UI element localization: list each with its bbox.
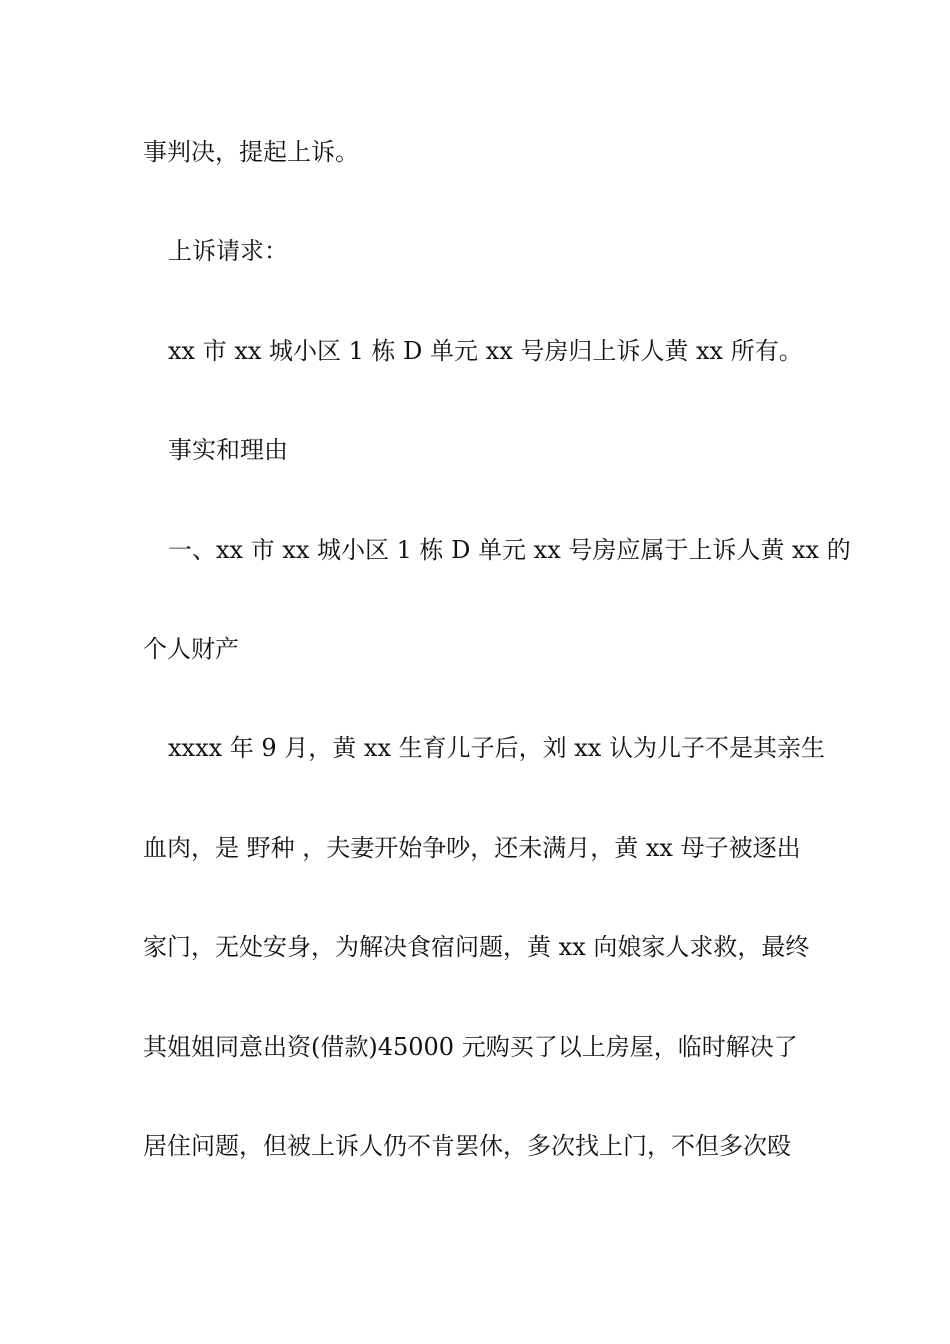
text-line: 事判决，提起上诉。 xyxy=(143,138,359,166)
section-heading: 上诉请求： xyxy=(168,237,288,265)
section-heading: 事实和理由 xyxy=(168,436,288,464)
text-line: 一、xx 市 xx 城小区 1 栋 D 单元 xx 号房应属于上诉人黄 xx 的 xyxy=(168,536,851,564)
text-line: xxxx 年 9 月，黄 xx 生育儿子后，刘 xx 认为儿子不是其亲生 xyxy=(168,734,825,762)
text-line: 血肉，是 野种 ，夫妻开始争吵，还未满月，黄 xx 母子被逐出 xyxy=(143,834,801,862)
text-line: xx 市 xx 城小区 1 栋 D 单元 xx 号房归上诉人黄 xx 所有。 xyxy=(168,337,803,365)
text-line: 其姐姐同意出资(借款)45000 元购买了以上房屋，临时解决了 xyxy=(143,1033,798,1061)
text-line: 居住问题，但被上诉人仍不肯罢休，多次找上门，不但多次殴 xyxy=(143,1132,791,1160)
text-line: 家门，无处安身，为解决食宿问题，黄 xx 向娘家人求救，最终 xyxy=(143,933,810,961)
text-line: 个人财产 xyxy=(143,635,239,663)
